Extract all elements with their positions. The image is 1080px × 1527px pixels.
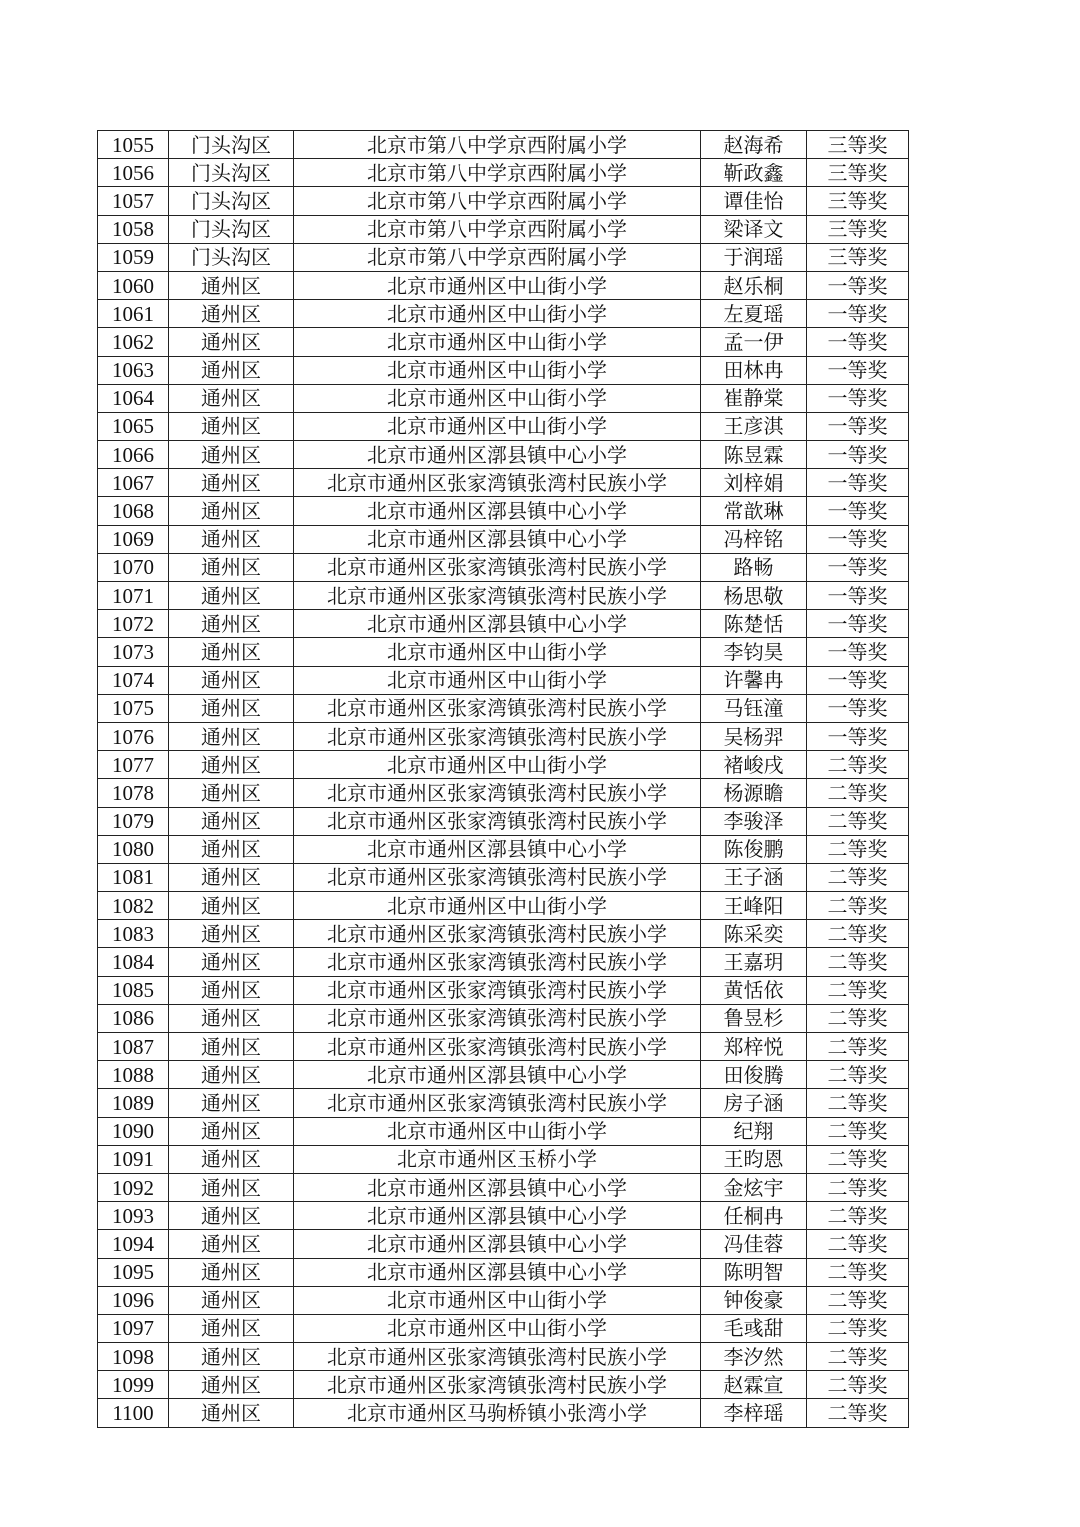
row-number-cell: 1055 (98, 131, 169, 159)
row-number-cell: 1072 (98, 610, 169, 638)
table-row (98, 215, 909, 243)
student-name-cell: 王彦淇 (701, 412, 807, 440)
row-number-cell: 1063 (98, 356, 169, 384)
school-cell: 北京市通州区中山街小学 (294, 1286, 701, 1314)
award-level-cell: 二等奖 (807, 1202, 909, 1230)
school-cell: 北京市通州区张家湾镇张湾村民族小学 (294, 920, 701, 948)
table-row (98, 807, 909, 835)
table-row (98, 835, 909, 863)
district-cell: 通州区 (169, 666, 294, 694)
award-level-cell: 二等奖 (807, 920, 909, 948)
student-name-cell: 冯梓铭 (701, 525, 807, 553)
row-number-cell: 1073 (98, 638, 169, 666)
award-level-cell: 二等奖 (807, 1033, 909, 1061)
award-level-cell: 二等奖 (807, 807, 909, 835)
table-row (98, 779, 909, 807)
school-cell: 北京市通州区中山街小学 (294, 1314, 701, 1342)
award-level-cell: 二等奖 (807, 1089, 909, 1117)
table-row (98, 412, 909, 440)
row-number-cell: 1082 (98, 892, 169, 920)
table-row (98, 441, 909, 469)
award-level-cell: 三等奖 (807, 131, 909, 159)
row-number-cell: 1097 (98, 1314, 169, 1342)
school-cell: 北京市通州区张家湾镇张湾村民族小学 (294, 948, 701, 976)
row-number-cell: 1093 (98, 1202, 169, 1230)
district-cell: 通州区 (169, 1061, 294, 1089)
school-cell: 北京市通州区张家湾镇张湾村民族小学 (294, 469, 701, 497)
school-cell: 北京市通州区张家湾镇张湾村民族小学 (294, 582, 701, 610)
row-number-cell: 1080 (98, 835, 169, 863)
table-row (98, 1258, 909, 1286)
student-name-cell: 黄恬依 (701, 976, 807, 1004)
award-level-cell: 二等奖 (807, 863, 909, 891)
award-level-cell: 一等奖 (807, 441, 909, 469)
table-row (98, 1230, 909, 1258)
student-name-cell: 王嘉玥 (701, 948, 807, 976)
table-row (98, 356, 909, 384)
school-cell: 北京市第八中学京西附属小学 (294, 243, 701, 271)
district-cell: 门头沟区 (169, 215, 294, 243)
district-cell: 通州区 (169, 1230, 294, 1258)
district-cell: 通州区 (169, 892, 294, 920)
school-cell: 北京市通州区中山街小学 (294, 892, 701, 920)
student-name-cell: 刘梓娟 (701, 469, 807, 497)
table-row (98, 722, 909, 750)
award-level-cell: 一等奖 (807, 384, 909, 412)
district-cell: 通州区 (169, 694, 294, 722)
row-number-cell: 1099 (98, 1371, 169, 1399)
table-row (98, 863, 909, 891)
school-cell: 北京市通州区漷县镇中心小学 (294, 497, 701, 525)
row-number-cell: 1058 (98, 215, 169, 243)
award-level-cell: 一等奖 (807, 497, 909, 525)
award-level-cell: 二等奖 (807, 976, 909, 1004)
district-cell: 通州区 (169, 779, 294, 807)
student-name-cell: 赵海希 (701, 131, 807, 159)
student-name-cell: 马钰潼 (701, 694, 807, 722)
district-cell: 通州区 (169, 948, 294, 976)
school-cell: 北京市通州区中山街小学 (294, 638, 701, 666)
row-number-cell: 1057 (98, 187, 169, 215)
table-row (98, 976, 909, 1004)
district-cell: 通州区 (169, 835, 294, 863)
award-level-cell: 二等奖 (807, 1004, 909, 1032)
table-row (98, 243, 909, 271)
school-cell: 北京市通州区中山街小学 (294, 751, 701, 779)
award-level-cell: 一等奖 (807, 582, 909, 610)
table-row (98, 1286, 909, 1314)
row-number-cell: 1067 (98, 469, 169, 497)
student-name-cell: 房子涵 (701, 1089, 807, 1117)
student-name-cell: 杨思敬 (701, 582, 807, 610)
award-level-cell: 二等奖 (807, 1117, 909, 1145)
table-row (98, 638, 909, 666)
student-name-cell: 毛彧甜 (701, 1314, 807, 1342)
row-number-cell: 1076 (98, 722, 169, 750)
district-cell: 通州区 (169, 384, 294, 412)
district-cell: 通州区 (169, 1343, 294, 1371)
row-number-cell: 1096 (98, 1286, 169, 1314)
district-cell: 通州区 (169, 497, 294, 525)
row-number-cell: 1090 (98, 1117, 169, 1145)
student-name-cell: 李梓瑶 (701, 1399, 807, 1427)
student-name-cell: 崔静棠 (701, 384, 807, 412)
row-number-cell: 1085 (98, 976, 169, 1004)
award-level-cell: 二等奖 (807, 779, 909, 807)
student-name-cell: 任桐冉 (701, 1202, 807, 1230)
school-cell: 北京市通州区张家湾镇张湾村民族小学 (294, 863, 701, 891)
student-name-cell: 李钧昊 (701, 638, 807, 666)
student-name-cell: 常歆琳 (701, 497, 807, 525)
table-row (98, 328, 909, 356)
award-level-cell: 一等奖 (807, 694, 909, 722)
table-row (98, 948, 909, 976)
award-level-cell: 一等奖 (807, 356, 909, 384)
school-cell: 北京市第八中学京西附属小学 (294, 131, 701, 159)
district-cell: 通州区 (169, 722, 294, 750)
row-number-cell: 1056 (98, 159, 169, 187)
row-number-cell: 1061 (98, 300, 169, 328)
school-cell: 北京市通州区张家湾镇张湾村民族小学 (294, 694, 701, 722)
district-cell: 通州区 (169, 1117, 294, 1145)
student-name-cell: 路畅 (701, 553, 807, 581)
school-cell: 北京市通州区漷县镇中心小学 (294, 1061, 701, 1089)
table-row (98, 1202, 909, 1230)
row-number-cell: 1064 (98, 384, 169, 412)
award-level-cell: 一等奖 (807, 271, 909, 299)
award-level-cell: 一等奖 (807, 525, 909, 553)
student-name-cell: 吴杨羿 (701, 722, 807, 750)
table-row (98, 1089, 909, 1117)
table-row (98, 497, 909, 525)
district-cell: 通州区 (169, 863, 294, 891)
school-cell: 北京市通州区漷县镇中心小学 (294, 441, 701, 469)
school-cell: 北京市通州区张家湾镇张湾村民族小学 (294, 553, 701, 581)
school-cell: 北京市通州区漷县镇中心小学 (294, 1230, 701, 1258)
award-level-cell: 三等奖 (807, 187, 909, 215)
student-name-cell: 王子涵 (701, 863, 807, 891)
school-cell: 北京市通州区中山街小学 (294, 666, 701, 694)
student-name-cell: 钟俊豪 (701, 1286, 807, 1314)
row-number-cell: 1069 (98, 525, 169, 553)
award-level-cell: 二等奖 (807, 948, 909, 976)
table-row (98, 1173, 909, 1201)
student-name-cell: 王峰阳 (701, 892, 807, 920)
district-cell: 通州区 (169, 356, 294, 384)
school-cell: 北京市通州区漷县镇中心小学 (294, 835, 701, 863)
row-number-cell: 1060 (98, 271, 169, 299)
district-cell: 通州区 (169, 300, 294, 328)
award-level-cell: 一等奖 (807, 300, 909, 328)
table-row (98, 1343, 909, 1371)
table-row (98, 892, 909, 920)
award-level-cell: 二等奖 (807, 892, 909, 920)
school-cell: 北京市通州区张家湾镇张湾村民族小学 (294, 1371, 701, 1399)
award-level-cell: 一等奖 (807, 412, 909, 440)
table-row (98, 751, 909, 779)
student-name-cell: 金炫宇 (701, 1173, 807, 1201)
table-row (98, 920, 909, 948)
table-row (98, 187, 909, 215)
district-cell: 通州区 (169, 1173, 294, 1201)
district-cell: 通州区 (169, 582, 294, 610)
school-cell: 北京市通州区张家湾镇张湾村民族小学 (294, 1004, 701, 1032)
award-level-cell: 二等奖 (807, 835, 909, 863)
student-name-cell: 赵乐桐 (701, 271, 807, 299)
row-number-cell: 1100 (98, 1399, 169, 1427)
school-cell: 北京市通州区漷县镇中心小学 (294, 1173, 701, 1201)
award-level-cell: 一等奖 (807, 469, 909, 497)
school-cell: 北京市通州区漷县镇中心小学 (294, 610, 701, 638)
table-row (98, 582, 909, 610)
district-cell: 通州区 (169, 1145, 294, 1173)
award-table-body (98, 131, 909, 1428)
school-cell: 北京市通州区中山街小学 (294, 328, 701, 356)
district-cell: 通州区 (169, 1258, 294, 1286)
table-row (98, 1371, 909, 1399)
table-row (98, 1314, 909, 1342)
award-level-cell: 二等奖 (807, 1230, 909, 1258)
table-row (98, 694, 909, 722)
district-cell: 通州区 (169, 1089, 294, 1117)
table-row (98, 159, 909, 187)
school-cell: 北京市通州区张家湾镇张湾村民族小学 (294, 1343, 701, 1371)
row-number-cell: 1070 (98, 553, 169, 581)
award-level-cell: 一等奖 (807, 722, 909, 750)
row-number-cell: 1059 (98, 243, 169, 271)
table-row (98, 1117, 909, 1145)
row-number-cell: 1081 (98, 863, 169, 891)
school-cell: 北京市通州区中山街小学 (294, 300, 701, 328)
award-level-cell: 一等奖 (807, 666, 909, 694)
table-row (98, 469, 909, 497)
table-row (98, 553, 909, 581)
row-number-cell: 1098 (98, 1343, 169, 1371)
row-number-cell: 1091 (98, 1145, 169, 1173)
district-cell: 通州区 (169, 1004, 294, 1032)
row-number-cell: 1092 (98, 1173, 169, 1201)
district-cell: 门头沟区 (169, 243, 294, 271)
award-level-cell: 一等奖 (807, 553, 909, 581)
table-row (98, 525, 909, 553)
district-cell: 门头沟区 (169, 131, 294, 159)
award-level-cell: 二等奖 (807, 1061, 909, 1089)
student-name-cell: 靳政鑫 (701, 159, 807, 187)
student-name-cell: 谭佳怡 (701, 187, 807, 215)
student-name-cell: 左夏瑶 (701, 300, 807, 328)
table-row (98, 666, 909, 694)
award-level-cell: 二等奖 (807, 1286, 909, 1314)
row-number-cell: 1062 (98, 328, 169, 356)
row-number-cell: 1071 (98, 582, 169, 610)
district-cell: 通州区 (169, 412, 294, 440)
row-number-cell: 1088 (98, 1061, 169, 1089)
student-name-cell: 杨源瞻 (701, 779, 807, 807)
district-cell: 通州区 (169, 328, 294, 356)
district-cell: 通州区 (169, 1286, 294, 1314)
student-name-cell: 陈昱霖 (701, 441, 807, 469)
school-cell: 北京市通州区中山街小学 (294, 271, 701, 299)
table-row (98, 1145, 909, 1173)
school-cell: 北京市通州区玉桥小学 (294, 1145, 701, 1173)
district-cell: 门头沟区 (169, 187, 294, 215)
district-cell: 通州区 (169, 610, 294, 638)
award-level-cell: 一等奖 (807, 610, 909, 638)
row-number-cell: 1066 (98, 441, 169, 469)
student-name-cell: 陈俊鹏 (701, 835, 807, 863)
district-cell: 通州区 (169, 1399, 294, 1427)
district-cell: 门头沟区 (169, 159, 294, 187)
school-cell: 北京市通州区漷县镇中心小学 (294, 525, 701, 553)
district-cell: 通州区 (169, 553, 294, 581)
district-cell: 通州区 (169, 469, 294, 497)
student-name-cell: 李骏泽 (701, 807, 807, 835)
school-cell: 北京市通州区中山街小学 (294, 1117, 701, 1145)
row-number-cell: 1074 (98, 666, 169, 694)
award-level-cell: 二等奖 (807, 1399, 909, 1427)
district-cell: 通州区 (169, 1202, 294, 1230)
award-level-cell: 一等奖 (807, 328, 909, 356)
table-row (98, 1061, 909, 1089)
award-level-cell: 二等奖 (807, 751, 909, 779)
award-level-cell: 三等奖 (807, 243, 909, 271)
student-name-cell: 冯佳蓉 (701, 1230, 807, 1258)
district-cell: 通州区 (169, 920, 294, 948)
award-table (97, 130, 909, 1428)
student-name-cell: 陈明智 (701, 1258, 807, 1286)
row-number-cell: 1079 (98, 807, 169, 835)
row-number-cell: 1086 (98, 1004, 169, 1032)
student-name-cell: 孟一伊 (701, 328, 807, 356)
student-name-cell: 褚峻戌 (701, 751, 807, 779)
row-number-cell: 1068 (98, 497, 169, 525)
student-name-cell: 于润瑶 (701, 243, 807, 271)
row-number-cell: 1094 (98, 1230, 169, 1258)
table-row (98, 1033, 909, 1061)
district-cell: 通州区 (169, 807, 294, 835)
school-cell: 北京市通州区中山街小学 (294, 412, 701, 440)
school-cell: 北京市通州区中山街小学 (294, 384, 701, 412)
district-cell: 通州区 (169, 638, 294, 666)
district-cell: 通州区 (169, 976, 294, 1004)
row-number-cell: 1083 (98, 920, 169, 948)
table-row (98, 384, 909, 412)
table-row (98, 300, 909, 328)
student-name-cell: 李汐然 (701, 1343, 807, 1371)
school-cell: 北京市通州区马驹桥镇小张湾小学 (294, 1399, 701, 1427)
student-name-cell: 陈采奕 (701, 920, 807, 948)
award-level-cell: 二等奖 (807, 1371, 909, 1399)
row-number-cell: 1084 (98, 948, 169, 976)
student-name-cell: 鲁昱杉 (701, 1004, 807, 1032)
student-name-cell: 陈楚恬 (701, 610, 807, 638)
award-level-cell: 二等奖 (807, 1343, 909, 1371)
row-number-cell: 1087 (98, 1033, 169, 1061)
school-cell: 北京市第八中学京西附属小学 (294, 215, 701, 243)
student-name-cell: 郑梓悦 (701, 1033, 807, 1061)
school-cell: 北京市通州区张家湾镇张湾村民族小学 (294, 807, 701, 835)
table-row (98, 271, 909, 299)
award-level-cell: 三等奖 (807, 159, 909, 187)
school-cell: 北京市通州区张家湾镇张湾村民族小学 (294, 779, 701, 807)
district-cell: 通州区 (169, 525, 294, 553)
award-level-cell: 三等奖 (807, 215, 909, 243)
district-cell: 通州区 (169, 1314, 294, 1342)
district-cell: 通州区 (169, 1371, 294, 1399)
table-row (98, 1399, 909, 1427)
student-name-cell: 田林冉 (701, 356, 807, 384)
student-name-cell: 梁译文 (701, 215, 807, 243)
row-number-cell: 1089 (98, 1089, 169, 1117)
school-cell: 北京市通州区张家湾镇张湾村民族小学 (294, 976, 701, 1004)
school-cell: 北京市第八中学京西附属小学 (294, 159, 701, 187)
district-cell: 通州区 (169, 1033, 294, 1061)
district-cell: 通州区 (169, 751, 294, 779)
school-cell: 北京市通州区漷县镇中心小学 (294, 1258, 701, 1286)
table-row (98, 610, 909, 638)
award-level-cell: 二等奖 (807, 1314, 909, 1342)
table-row (98, 131, 909, 159)
row-number-cell: 1075 (98, 694, 169, 722)
award-level-cell: 二等奖 (807, 1145, 909, 1173)
student-name-cell: 田俊腾 (701, 1061, 807, 1089)
row-number-cell: 1065 (98, 412, 169, 440)
school-cell: 北京市通州区张家湾镇张湾村民族小学 (294, 1089, 701, 1117)
award-level-cell: 一等奖 (807, 638, 909, 666)
row-number-cell: 1095 (98, 1258, 169, 1286)
row-number-cell: 1078 (98, 779, 169, 807)
district-cell: 通州区 (169, 271, 294, 299)
row-number-cell: 1077 (98, 751, 169, 779)
school-cell: 北京市通州区张家湾镇张湾村民族小学 (294, 722, 701, 750)
student-name-cell: 王昀恩 (701, 1145, 807, 1173)
student-name-cell: 纪翔 (701, 1117, 807, 1145)
school-cell: 北京市通州区张家湾镇张湾村民族小学 (294, 1033, 701, 1061)
award-level-cell: 二等奖 (807, 1173, 909, 1201)
district-cell: 通州区 (169, 441, 294, 469)
table-row (98, 1004, 909, 1032)
school-cell: 北京市第八中学京西附属小学 (294, 187, 701, 215)
student-name-cell: 许馨冉 (701, 666, 807, 694)
award-level-cell: 二等奖 (807, 1258, 909, 1286)
school-cell: 北京市通州区漷县镇中心小学 (294, 1202, 701, 1230)
student-name-cell: 赵霖宣 (701, 1371, 807, 1399)
school-cell: 北京市通州区中山街小学 (294, 356, 701, 384)
